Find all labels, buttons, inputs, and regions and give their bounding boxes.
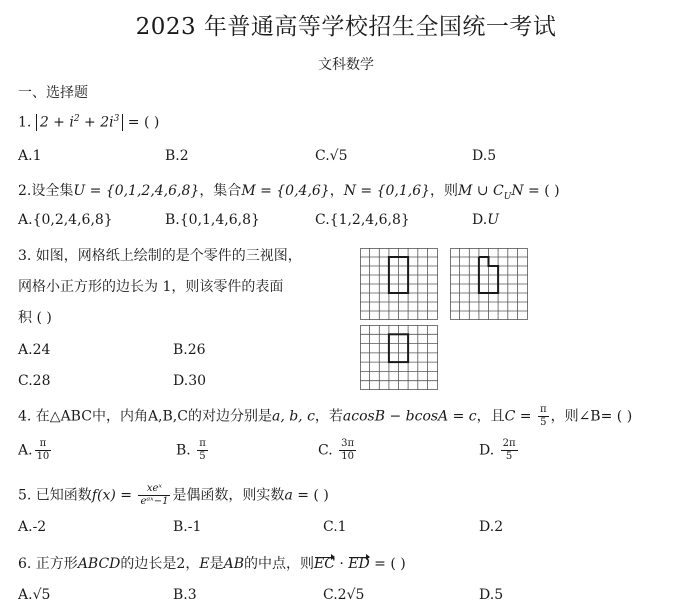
q4-option-b[interactable]: B. $\frac{\pi}{5}$ [176, 438, 206, 462]
question-2: 2.设全集U = {0,1,2,4,6,8}，集合M = {0,4,6}，N = {0,1,6}，则M ∪ $C_UN$ = ( ) [18, 183, 560, 202]
q6-option-a[interactable]: A.√5 [18, 587, 51, 603]
q3-option-a[interactable]: A.24 [18, 342, 51, 358]
page-title: 2023 年普通高等学校招生全国统一考试 [135, 14, 557, 40]
q3-option-b[interactable]: B.26 [173, 342, 206, 358]
q1-equals: = ( ) [127, 114, 160, 131]
q6-option-b[interactable]: B.3 [173, 587, 197, 603]
q1-option-c[interactable]: C.√5 [315, 148, 348, 164]
q1-option-b[interactable]: B.2 [165, 148, 189, 164]
q5-option-b[interactable]: B.-1 [173, 519, 202, 535]
q5-fraction: $\frac{\text{xeˣ}}{\text{eᵃˣ−1}}$ [140, 483, 169, 507]
vector-ec: EC [313, 556, 335, 572]
front-view-grid [360, 248, 438, 320]
side-view-grid [450, 248, 528, 320]
q1-number: 1. [18, 114, 32, 131]
q1-option-d[interactable]: D.5 [472, 148, 497, 164]
q4-option-d[interactable]: D. $\frac{2\pi}{5}$ [479, 438, 516, 462]
q2-option-d[interactable]: D.U [472, 212, 499, 228]
q4-option-a[interactable]: A. $\frac{\pi}{10}$ [18, 438, 50, 462]
top-view-grid [360, 325, 438, 390]
q5-option-c[interactable]: C.1 [323, 519, 347, 535]
q6-option-c[interactable]: C.2√5 [323, 587, 365, 603]
q3-line-3: 积 ( ) [18, 310, 52, 326]
q5-option-a[interactable]: A.-2 [18, 519, 47, 535]
question-4: 4. 在△ABC中，内角A,B,C的对边分别是a, b, c，若acosB − bcosA = c，且C = $\frac{\pi}{5}$ ，则∠B= ( ) [18, 404, 633, 428]
page-subtitle: 文科数学 [318, 57, 374, 73]
q2-option-a[interactable]: A.{0,2,4,6,8} [18, 212, 113, 228]
q2-option-b[interactable]: B.{0,1,4,6,8} [165, 212, 260, 228]
q5-option-d[interactable]: D.2 [479, 519, 504, 535]
front-view-grid-lines [360, 248, 438, 320]
q3-option-c[interactable]: C.28 [18, 373, 51, 389]
q1-abs-expr: $2 + i^2 + 2i^3$ [36, 114, 124, 131]
q2-option-c[interactable]: C.{1,2,4,6,8} [315, 212, 410, 228]
section-heading: 一、选择题 [18, 85, 88, 101]
q4-c-fraction: $\frac{\pi}{5}$ [540, 404, 547, 428]
question-1 [18, 114, 159, 131]
question-6: 6. 正方形ABCD的边长是2，E是AB的中点，则EC · ED = ( ) [18, 556, 406, 572]
q4-option-c[interactable]: C. $\frac{3\pi}{10}$ [318, 438, 355, 462]
vector-ed: ED [348, 556, 370, 572]
question-5: 5. 已知函数f(x) = $\frac{\text{xeˣ}}{\text{eᵃˣ−1}}$ 是偶函数，则实数a = ( ) [18, 483, 329, 507]
q3-line-2: 网格小正方形的边长为 1，则该零件的表面 [18, 279, 284, 295]
q6-option-d[interactable]: D.5 [479, 587, 504, 603]
q3-line-1: 3. 如图，网格纸上绘制的是个零件的三视图， [18, 248, 302, 264]
q3-option-d[interactable]: D.30 [173, 373, 207, 389]
q1-option-a[interactable]: A.1 [18, 148, 42, 164]
